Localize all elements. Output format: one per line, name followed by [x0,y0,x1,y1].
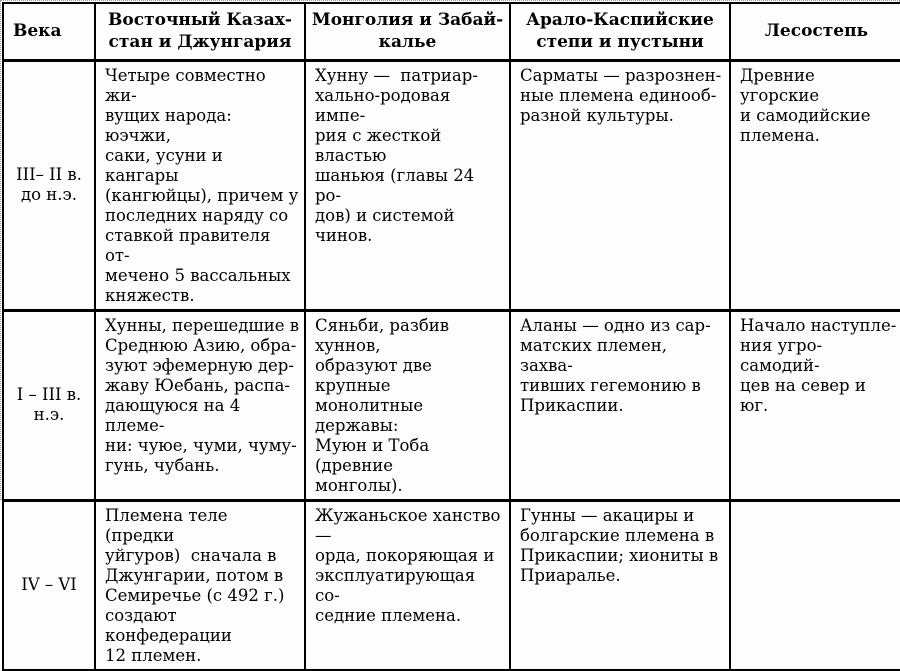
history-comparison-table [2,2,900,671]
header-cell-forest-steppe: Лесостепь [730,3,900,60]
era-cell: IV – VI [3,500,95,670]
header-cell-east-kazakhstan-dzungaria: Восточный Казах- стан и Джунгария [95,3,305,60]
table-row-3-2-bc [3,60,900,310]
table-cell: Жужаньское ханство — орда, покоряющая и эксплуатирующая со- седние племена. [305,500,510,670]
table-cell: Начало наступле- ния угро-самодий- цев на север и юг. [730,310,900,500]
header-row [3,3,900,60]
table-cell: Племена теле (предки уйгуров) сначала в Джунгарии, потом в Семиречье (с 492 г.) создают конфедерации 12 племен. [95,500,305,670]
header-cell-aral-caspian-steppes: Арало-Каспийские степи и пустыни [510,3,730,60]
header-cell-mongolia-transbaikal: Монголия и Забай- калье [305,3,510,60]
header-cell-centuries: Века [3,3,95,60]
era-cell: III– II в. до н.э. [3,60,95,310]
table-cell: Хунны, перешедшие в Среднюю Азию, обра- зуют эфемерную дер- жаву Юебань, распа- дающуюся на 4 племе- ни: чуюе, чуми, чуму- гунь, чубань. [95,310,305,500]
table-cell: Четыре совместно жи- вущих народа: юэчжи, саки, усуни и кангары (кангюйцы), причем у последних наряду со ставкой правителя от- мечено 5 вассальных княжеств. [95,60,305,310]
table-cell: Сарматы — разрознен- ные племена единооб- разной культуры. [510,60,730,310]
table-row-1-3-ad [3,310,900,500]
table-cell: Сяньби, разбив хуннов, образуют две крупные монолитные державы: Муюн и Тоба (древние монголы). [305,310,510,500]
era-cell: I – III в. н.э. [3,310,95,500]
table-cell: Аланы — одно из сар- матских племен, захва- тивших гегемонию в Прикаспии. [510,310,730,500]
table-cell [730,500,900,670]
table-cell: Гунны — акациры и болгарские племена в Прикаспии; хиониты в Приаралье. [510,500,730,670]
table-cell: Хунну — патриар- хально-родовая импе- рия с жесткой властью шаньюя (главы 24 ро- дов) и системой чинов. [305,60,510,310]
table-row-4-6 [3,500,900,670]
table-cell: Древние угорские и самодийские племена. [730,60,900,310]
